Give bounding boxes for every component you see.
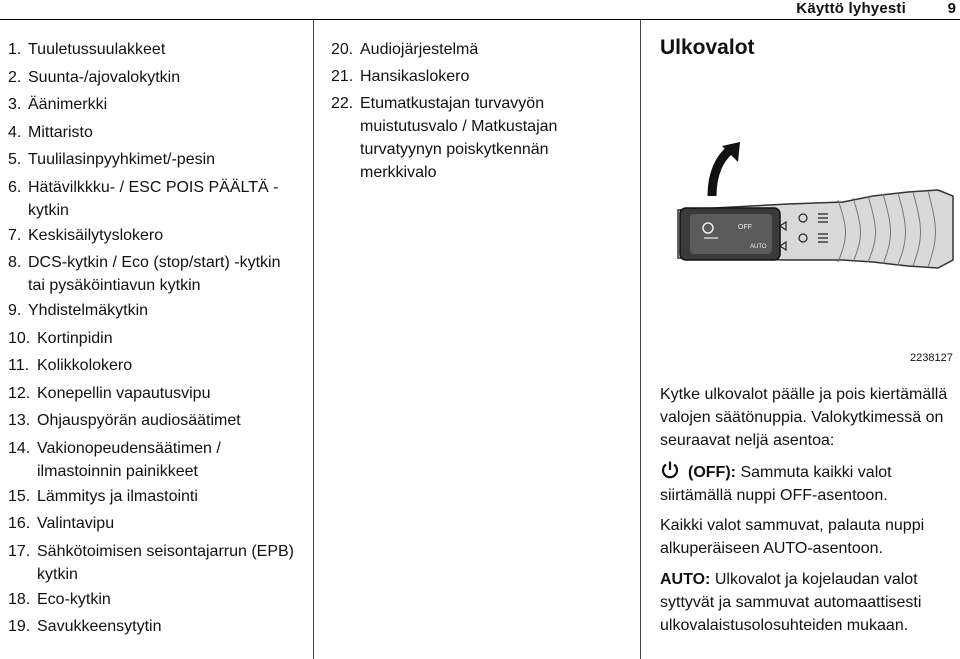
- list-item-number: 18.: [8, 590, 31, 608]
- list-item: [8, 91, 298, 119]
- component-list: [331, 36, 626, 184]
- light-switch-illustration: [668, 138, 958, 350]
- list-item-text: Keskisäilytyslokero: [28, 226, 164, 244]
- list-item-text: DCS-kytkin / Eco (stop/start) -kytkin tai pysäköintiavun kytkin: [28, 254, 281, 294]
- section-title: Ulkovalot: [660, 36, 755, 59]
- list-item: [331, 36, 626, 63]
- figure-id: 2238127: [910, 352, 953, 364]
- list-item-number: 5.: [8, 151, 22, 168]
- column-divider: [313, 20, 314, 659]
- list-item-number: 2.: [8, 68, 22, 86]
- column-1-list: [8, 36, 298, 641]
- list-item: [8, 613, 298, 641]
- list-item-number: 21.: [331, 68, 354, 85]
- list-item-number: 15.: [8, 487, 31, 505]
- list-item: [8, 36, 298, 64]
- list-item-number: 17.: [8, 542, 31, 560]
- off-label-text: (OFF):: [688, 464, 736, 481]
- list-item-number: 3.: [8, 96, 22, 113]
- paragraph-restore: Kaikki valot sammuvat, palauta nuppi alkuperäiseen AUTO-asentoon.: [660, 517, 925, 557]
- list-item-number: 8.: [8, 254, 22, 271]
- paragraph-intro: Kytke ulkovalot päälle ja pois kiertämällä valojen säätönuppia. Valokytkimessä on seuraavat neljä asentoa:: [660, 386, 948, 449]
- list-item-number: 22.: [331, 95, 354, 112]
- paragraph-auto: [660, 568, 956, 637]
- page-number: 9: [947, 0, 956, 17]
- list-item-number: 20.: [331, 41, 354, 58]
- list-item-text: Vakionopeudensäätimen / ilmastoinnin painikkeet: [37, 439, 221, 480]
- list-item-number: 19.: [8, 618, 31, 635]
- list-item-number: 12.: [8, 384, 31, 402]
- list-item-text: Äänimerkki: [28, 96, 108, 113]
- auto-label-text: AUTO:: [660, 571, 711, 588]
- list-item: [8, 586, 298, 614]
- list-item-number: 4.: [8, 123, 22, 141]
- auto-label: AUTO: [750, 244, 767, 250]
- list-item-text: Eco-kytkin: [37, 590, 111, 608]
- list-item: [8, 380, 298, 408]
- list-item: [8, 174, 298, 222]
- header-rule: [0, 19, 960, 20]
- list-item-number: 1.: [8, 41, 22, 58]
- list-item: [8, 538, 298, 586]
- list-item-number: 16.: [8, 515, 31, 532]
- auto-description: Ulkovalot ja kojelaudan valot syttyvät ja sammuvat automaattisesti ulkovalaistusolosuhteiden mukaan.: [660, 571, 922, 634]
- list-item-text: Konepellin vapautusvipu: [37, 384, 211, 402]
- list-item-text: Kortinpidin: [37, 329, 113, 347]
- list-item-number: 6.: [8, 178, 22, 196]
- list-item: [331, 90, 626, 184]
- list-item-text: Valintavipu: [37, 515, 115, 532]
- list-item: [8, 297, 298, 325]
- list-item-number: 13.: [8, 412, 31, 429]
- list-item-number: 7.: [8, 226, 22, 244]
- list-item-text: Yhdistelmäkytkin: [28, 302, 149, 319]
- off-description: Sammuta kaikki valot siirtämällä nuppi OFF-asentoon.: [660, 464, 892, 504]
- component-list: [8, 36, 298, 641]
- list-item: [8, 325, 298, 353]
- header-title: Käyttö lyhyesti: [796, 0, 906, 17]
- list-item: [8, 146, 298, 174]
- list-item-text: Ohjauspyörän audiosäätimet: [37, 412, 241, 429]
- page-header: [0, 0, 960, 20]
- list-item-text: Suunta-/ajovalokytkin: [28, 68, 181, 86]
- list-item: [8, 119, 298, 147]
- list-item: [8, 483, 298, 511]
- list-item-number: 14.: [8, 439, 31, 457]
- list-item-text: Kolikkolokero: [37, 357, 133, 374]
- list-item: [8, 249, 298, 297]
- power-off-icon: [660, 460, 680, 480]
- list-item-text: Tuuletussuulakkeet: [28, 41, 166, 58]
- rotation-arrow-icon: [712, 150, 730, 196]
- paragraph-off: [660, 460, 956, 507]
- list-item-number: 10.: [8, 329, 31, 347]
- list-item-text: Mittaristo: [28, 123, 93, 141]
- column-2-list: [331, 36, 626, 184]
- list-item: [8, 64, 298, 92]
- list-item-text: Lämmitys ja ilmastointi: [37, 487, 198, 505]
- list-item-number: 9.: [8, 302, 22, 319]
- list-item: [8, 352, 298, 380]
- list-item-text: Tuulilasinpyyhkimet/-pesin: [28, 151, 216, 168]
- list-item-number: 11.: [8, 357, 30, 374]
- column-divider: [640, 20, 641, 659]
- list-item-text: Etumatkustajan turvavyön muistutusvalo / Matkustajan turvatyynyn poiskytkennän merkkivalo: [360, 95, 558, 181]
- list-item: [8, 435, 298, 483]
- list-item-text: Sähkötoimisen seisontajarrun (EPB) kytkin: [37, 542, 295, 583]
- list-item: [8, 407, 298, 435]
- list-item: [8, 222, 298, 250]
- list-item-text: Hätävilkkku- / ESC POIS PÄÄLTÄ -kytkin: [28, 178, 279, 219]
- list-item: [8, 510, 298, 538]
- list-item-text: Hansikaslokero: [360, 68, 470, 85]
- list-item: [331, 63, 626, 90]
- light-switch-figure: [668, 138, 958, 350]
- list-item-text: Savukkeensytytin: [37, 618, 162, 635]
- list-item-text: Audiojärjestelmä: [360, 41, 479, 58]
- off-label: OFF: [738, 224, 752, 231]
